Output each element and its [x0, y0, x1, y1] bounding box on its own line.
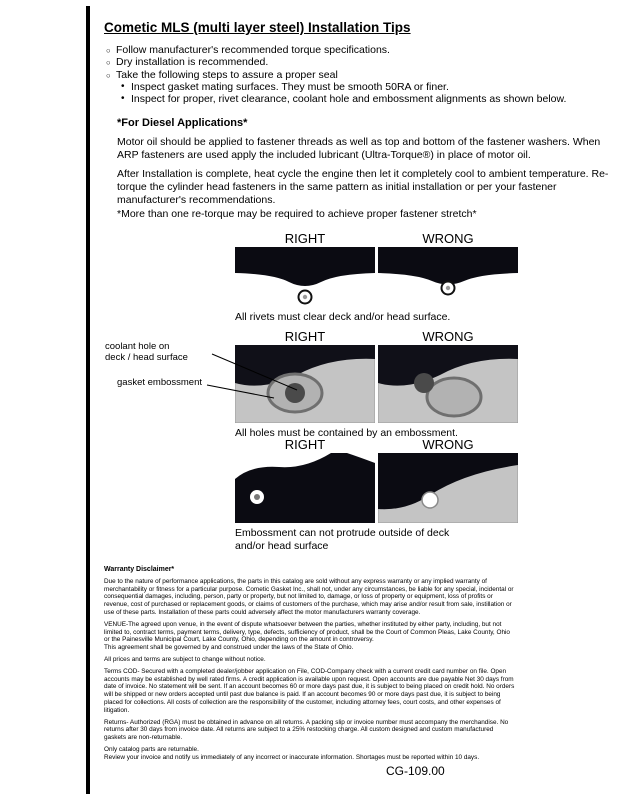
warranty-disclaimer [104, 566, 516, 766]
wrong-label-row1: WRONG [422, 231, 474, 246]
diagram-embossment-right-panel [235, 345, 375, 423]
right-label-row3: RIGHT [284, 437, 326, 452]
warranty-paragraph: Only catalog parts are returnable. [104, 745, 199, 753]
tip-item: ○ Dry installation is recommended. [106, 56, 566, 68]
tip-sub-item: • Inspect for proper, rivet clearance, coolant hole and embossment alignments as shown below. [121, 93, 566, 105]
warranty-paragraph: This agreement shall be governed by and construed under the laws of the State of Ohio. [104, 644, 354, 652]
tip-sub-item: • Inspect gasket mating surfaces. They must be smooth 50RA or finer. [121, 81, 566, 93]
left-margin-rule [86, 6, 90, 794]
annotation-coolant-line1: coolant hole on [105, 341, 170, 352]
retorque-note: *More than one re-torque may be required to achieve proper fastener stretch* [117, 208, 477, 220]
warranty-paragraph: All prices and terms are subject to change without notice. [104, 655, 266, 663]
right-label-row2: RIGHT [284, 329, 326, 344]
caption-protrusion: Embossment can not protrude outside of deck and/or head surface [235, 527, 450, 552]
diesel-paragraph-1: Motor oil should be applied to fastener threads as well as top and bottom of the fastener washers. When ARP fasteners are used apply the included lubricant (Ultra-Torque®) in place of motor oil. [117, 136, 601, 161]
page-number: CG-109.00 [386, 764, 445, 778]
warranty-heading: Warranty Disclaimer* [104, 566, 175, 573]
warranty-paragraph: VENUE-The agreed upon venue, in the event of dispute whatsoever between the parties, whether instituted by either party, including, but not limited to, contract terms, payment terms, delivery, type, defects, sufficiency of product, shall be the Court of Common Pleas, Lake County, Ohio or the Painesville Municipal Court, Lake County, Ohio, depending on the amount in controversy. [104, 620, 510, 644]
diesel-applications-heading: *For Diesel Applications* [117, 117, 248, 129]
diagram-protrusion-right-panel [235, 453, 375, 523]
annotation-gasket-embossment: gasket embossment [117, 377, 203, 388]
diesel-paragraph-2: After Installation is complete, heat cycle the engine then let it completely cool to ambient temperature. Re-torque the cylinder head fasteners in the same pattern as initial installation or per your fastener manufacturer's recommendations. [117, 168, 609, 206]
tip-item: ○ Follow manufacturer's recommended torque specifications. [106, 44, 566, 56]
diagram-protrusion-wrong-panel [378, 453, 518, 523]
installation-tips-list [106, 44, 566, 105]
diagram-rivet-right-panel [235, 247, 375, 307]
caption-holes: All holes must be contained by an embossment. [235, 427, 458, 439]
right-label-row1: RIGHT [284, 231, 326, 246]
warranty-paragraph: Terms COD- Secured with a completed dealer/jobber application on File, COD-Company check with a current credit card number on file. Open accounts may be established by well rated firms. A credit application is available upon request. Open accounts are due payable Net 30 days from date of invoice. No statement will be sent. If an account becomes 60 or more days past due, it is subject to being placed on credit hold. No orders will be shipped or new orders accepted until past due balance is paid. If an account becomes 90 or more days past due, it is subject to being placed for collections. All costs of collection are the responsibility of the customer, including attorney fees, court costs, and other expenses of litigation. [104, 667, 515, 714]
annotation-coolant-line2: deck / head surface [105, 352, 188, 363]
diagram-rivet-wrong-panel [378, 247, 518, 307]
page-title: Cometic MLS (multi layer steel) Installation Tips [104, 20, 411, 35]
warranty-paragraph: Review your invoice and notify us immediately of any incorrect or inaccurate information. Shortages must be reported within 10 days. [104, 753, 480, 761]
diagram-embossment-wrong-panel [378, 345, 518, 423]
wrong-label-row3: WRONG [422, 437, 474, 452]
caption-rivets: All rivets must clear deck and/or head surface. [235, 311, 451, 323]
warranty-paragraph: Returns- Authorized (RGA) must be obtained in advance on all returns. A packing slip or invoice number must accompany the merchandise. No returns after 30 days from invoice date. All returns are subject to a 25% restocking charge. All custom designed and custom manufactured gaskets are non-returnable. [104, 718, 509, 742]
annotation-coolant-hole [105, 341, 188, 363]
wrong-label-row2: WRONG [422, 329, 474, 344]
warranty-paragraph: Due to the nature of performance applications, the parts in this catalog are sold without any express warranty or any implied warranty of merchantability or fitness for a particular purpose. Cometic Gasket Inc., shall not, under any circumstances, be liable for any special, incidental or consequential damages, including, person, party or property, but not limited to, damage, or loss of property or equipment, loss of profits or revenue, cost of purchased or replacement goods, or claims of customers of the purchase, which may arise and/or result from sale, instillation or use of these parts. Installation of these parts could adversely affect the motor manufacturers warranty coverage. [104, 577, 514, 616]
tip-item: ○ Take the following steps to assure a proper seal [106, 69, 566, 81]
